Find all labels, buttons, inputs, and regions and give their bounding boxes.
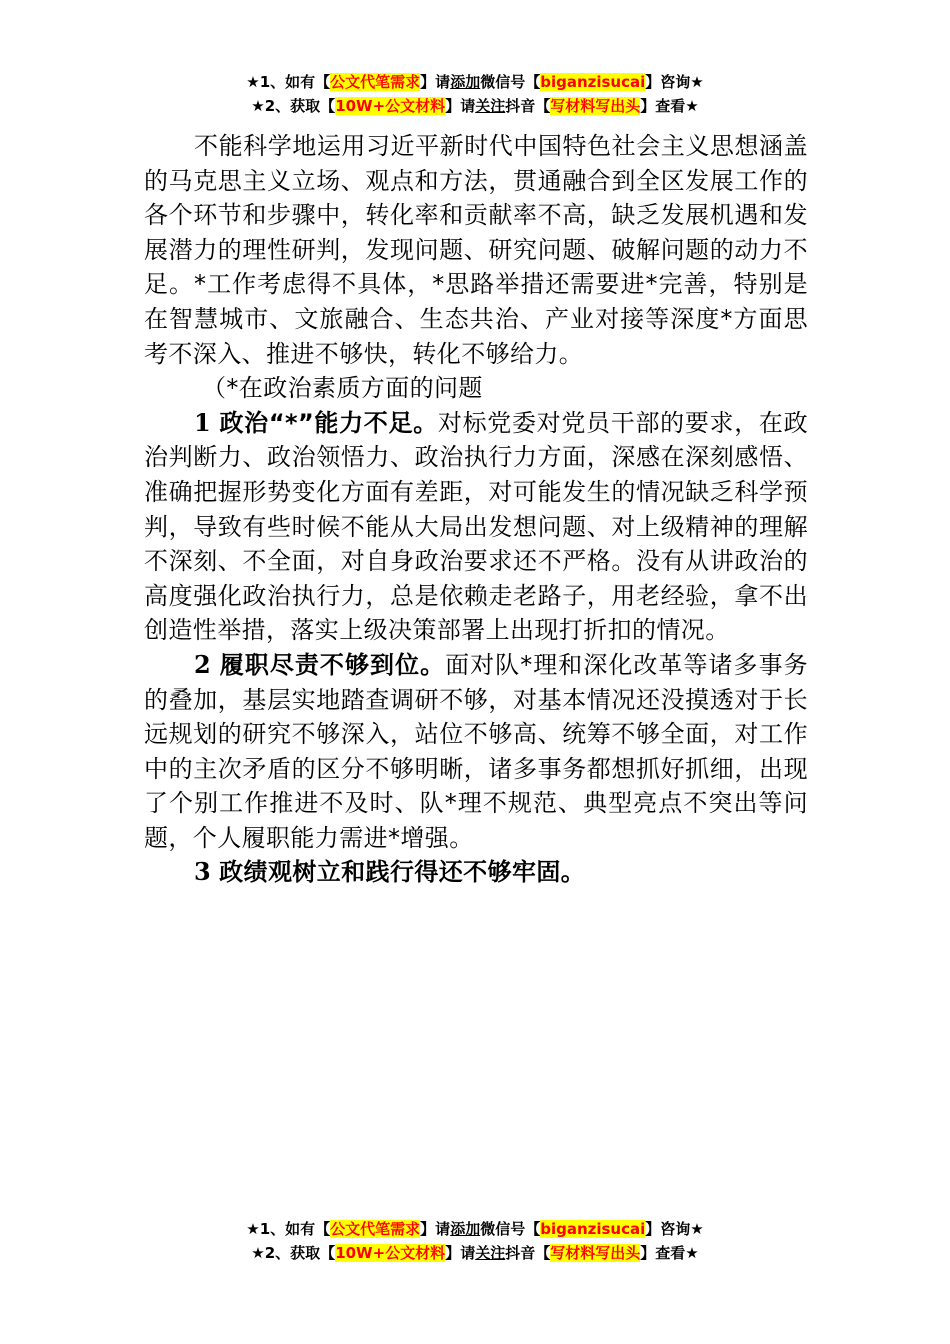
banner-line-2-suffix: 】查看★ <box>640 97 699 115</box>
footer-underlined-follow: 关注 <box>475 1244 506 1262</box>
item-1-number: 1 <box>194 407 212 437</box>
footer-line-2-prefix: ★2、获取【 <box>251 1244 336 1262</box>
banner-line-1-suffix: 】咨询★ <box>645 73 704 91</box>
item-2-text: 面对队*理和深化改革等诸多事务的叠加，基层实地踏查调研不够，对基本情况还没摸透对于长远规划的研究不够深入，站位不够高、统筹不够全面，对工作中的主次矛盾的区分不够明晰，诸多事务都想抓好抓细，出现了个别工作推进不及时、队*理不规范、典型亮点不突出等问题，个人履职能力需进*增强。 <box>144 650 809 852</box>
item-1-paragraph <box>144 406 808 648</box>
item-2-number: 2 <box>194 649 212 679</box>
footer-line-2-suffix: 】查看★ <box>640 1244 699 1262</box>
banner-line-2-prefix: ★2、获取【 <box>251 97 336 115</box>
footer-underlined-add: 添加 <box>450 1220 481 1238</box>
footer-highlight-wechat-id: biganzisucai <box>540 1220 646 1238</box>
footer-highlight-service: 公文代笔需求 <box>330 1220 421 1238</box>
item-2-paragraph <box>144 648 808 856</box>
footer-highlight-materials: 10W+公文材料 <box>335 1244 446 1262</box>
footer-banner-line-1 <box>0 1217 950 1241</box>
paragraph-intro: 不能科学地运用习近平新时代中国特色社会主义思想涵盖的马克思主义立场、观点和方法，贯通融合到全区发展工作的各个环节和步骤中，转化率和贡献率不高，缺乏发展机遇和发展潜力的理性研判，发现问题、研究问题、破解问题的动力不足。*工作考虑得不具体，*思路举措还需要进*完善，特别是在智慧城市、文旅融合、生态共治、产业对接等深度*方面思考不深入、推进不够快，转化不够给力。 <box>144 132 808 368</box>
banner-highlight-materials: 10W+公文材料 <box>335 97 446 115</box>
item-3-paragraph <box>144 855 808 890</box>
footer-highlight-douyin: 写材料写出头 <box>550 1244 641 1262</box>
footer-banner <box>0 1217 950 1265</box>
footer-banner-line-2 <box>0 1241 950 1265</box>
item-3-number: 3 <box>194 857 212 887</box>
item-3-title: 政绩观树立和践行得还不够牢固。 <box>219 858 586 887</box>
header-banner <box>0 70 950 118</box>
item-1-title: 政治“*”能力不足。 <box>219 408 438 437</box>
footer-line-2-middle: 】请 <box>445 1244 476 1262</box>
banner-line-1-middle-2: 微信号【 <box>480 73 541 91</box>
footer-line-2-middle-2: 抖音【 <box>505 1244 551 1262</box>
banner-line-1 <box>0 70 950 94</box>
banner-line-1-middle: 】请 <box>420 73 451 91</box>
banner-line-2-middle-2: 抖音【 <box>505 97 551 115</box>
banner-line-2-middle: 】请 <box>445 97 476 115</box>
item-2-title: 履职尽责不够到位。 <box>219 650 446 679</box>
banner-underlined-add: 添加 <box>450 73 481 91</box>
footer-line-1-prefix: ★1、如有【 <box>246 1220 331 1238</box>
banner-highlight-service: 公文代笔需求 <box>330 73 421 91</box>
banner-highlight-douyin: 写材料写出头 <box>550 97 641 115</box>
banner-highlight-wechat-id: biganzisucai <box>540 73 646 91</box>
footer-line-1-suffix: 】咨询★ <box>645 1220 704 1238</box>
banner-underlined-follow: 关注 <box>475 97 506 115</box>
document-body <box>144 129 808 890</box>
footer-line-1-middle: 】请 <box>420 1220 451 1238</box>
banner-line-1-prefix: ★1、如有【 <box>246 73 331 91</box>
section-heading: （*在政治素质方面的问题 <box>202 374 483 403</box>
footer-line-1-middle-2: 微信号【 <box>480 1220 541 1238</box>
item-1-text: 对标党委对党员干部的要求，在政治判断力、政治领悟力、政治执行力方面，深感在深刻感悟、准确把握形势变化方面有差距，对可能发生的情况缺乏科学预判，导致有些时候不能从大局出发想问题、对上级精神的理解不深刻、不全面，对自身政治要求还不严格。没有从讲政治的高度强化政治执行力，总是依赖走老路子，用老经验，拿不出创造性举措，落实上级决策部署上出现打折扣的情况。 <box>144 408 808 645</box>
banner-line-2 <box>0 94 950 118</box>
